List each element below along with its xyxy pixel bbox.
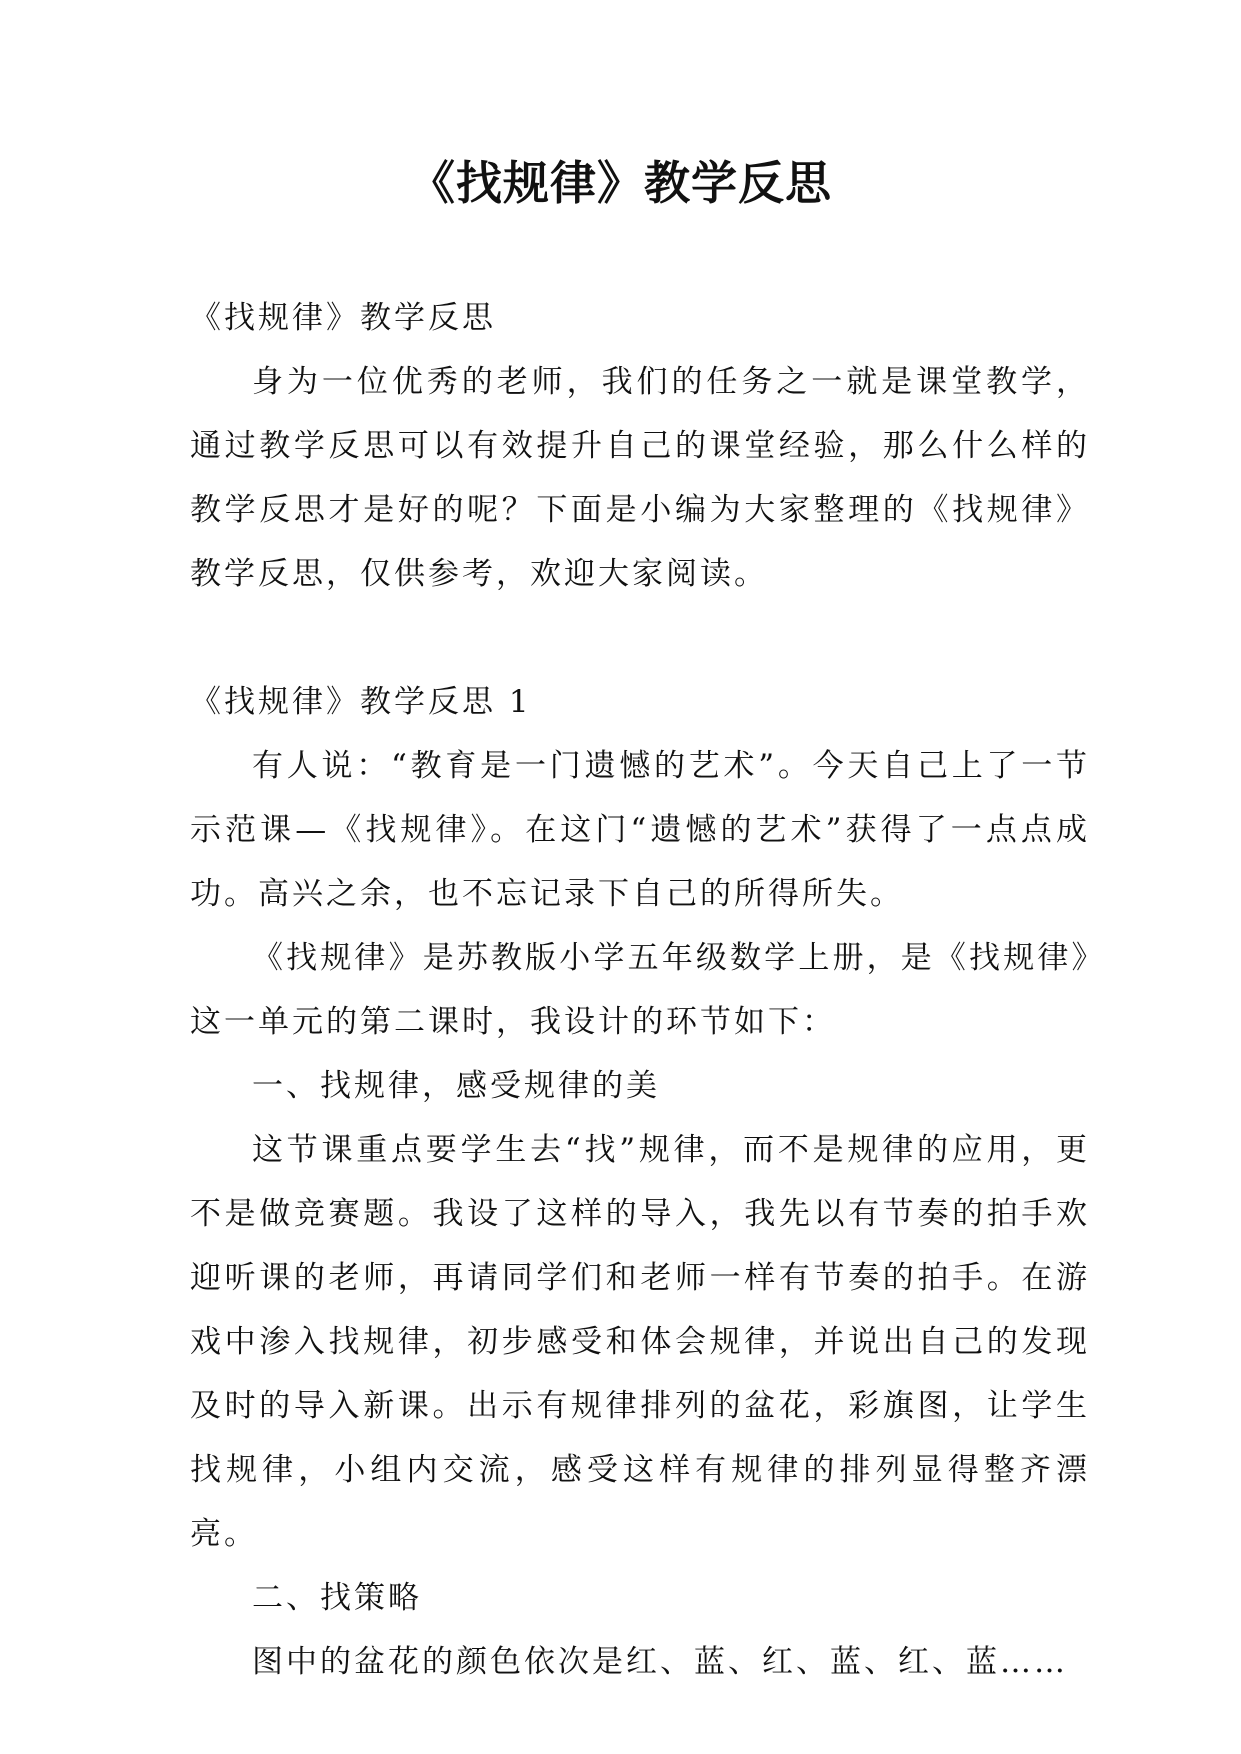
section-heading-1: 《找规律》教学反思 1 <box>190 684 532 720</box>
intro-paragraph: 身为一位优秀的老师，我们的任务之一就是课堂教学，通过教学反思可以有效提升自己的课堂经验，那么什么样的教学反思才是好的呢？下面是小编为大家整理的《找规律》教学反思，仅供参考，欢迎大家阅读。 <box>190 364 1090 592</box>
subheading-find-strategy: 二、找策略 <box>252 1580 422 1616</box>
document-body <box>190 286 1090 1694</box>
intro-heading: 《找规律》教学反思 <box>190 300 496 336</box>
body-paragraph: 有人说：“教育是一门遗憾的艺术”。今天自己上了一节示范课—《找规律》。在这门“遗憾的艺术”获得了一点点成功。高兴之余，也不忘记录下自己的所得所失。 <box>190 748 1090 912</box>
body-paragraph: 《找规律》是苏教版小学五年级数学上册，是《找规律》这一单元的第二课时，我设计的环节如下： <box>190 940 1090 1040</box>
paragraph-spacer <box>190 606 1090 670</box>
document-title: 《找规律》教学反思 <box>409 156 832 210</box>
subheading-find-pattern: 一、找规律，感受规律的美 <box>252 1068 660 1104</box>
body-paragraph: 这节课重点要学生去“找”规律，而不是规律的应用，更不是做竞赛题。我设了这样的导入，我先以有节奏的拍手欢迎听课的老师，再请同学们和老师一样有节奏的拍手。在游戏中渗入找规律，初步感受和体会规律，并说出自己的发现及时的导入新课。出示有规律排列的盆花，彩旗图，让学生找规律，小组内交流，感受这样有规律的排列显得整齐漂亮。 <box>190 1132 1090 1552</box>
body-paragraph: 图中的盆花的颜色依次是红、蓝、红、蓝、红、蓝…… <box>252 1644 1068 1680</box>
